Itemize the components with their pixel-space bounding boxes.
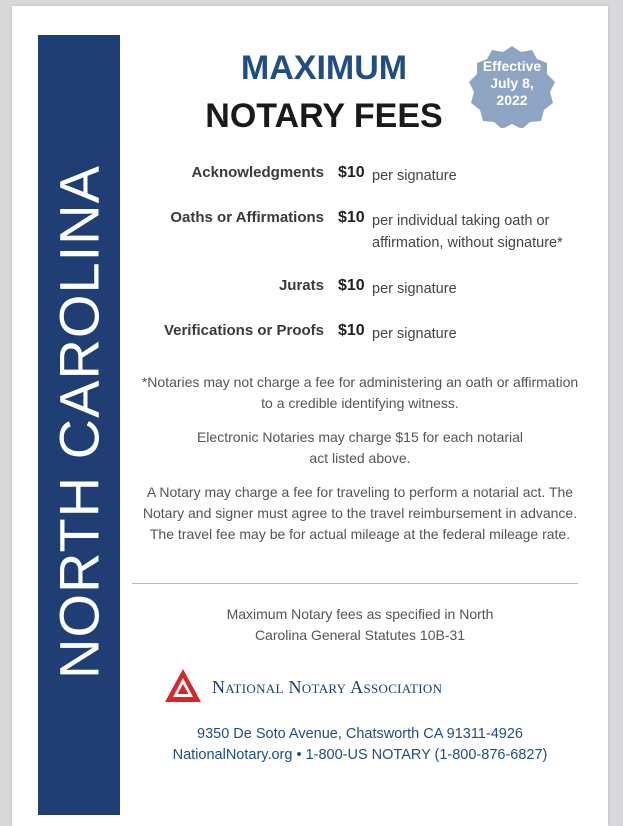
fee-label: Acknowledgments	[191, 164, 324, 181]
fee-amount: $10	[338, 322, 365, 339]
badge-line-2: July 8,	[490, 75, 534, 91]
contact-info: NationalNotary.org • 1-800-US NOTARY (1-800-876-6827)	[172, 747, 548, 763]
oath-witness-note: *Notaries may not charge a fee for administering an oath or affirmation to a credible identifying witness.	[141, 374, 579, 411]
fee-description: per signature	[372, 326, 457, 342]
badge-line-3: 2022	[496, 92, 528, 108]
effective-date-badge	[465, 44, 559, 128]
fee-amount: $10	[338, 277, 365, 294]
fee-amount: $10	[338, 164, 365, 181]
organization-name: National Notary Association	[212, 677, 443, 697]
state-name: NORTH CAROLINA	[47, 165, 111, 679]
title-line-1: MAXIMUM	[240, 49, 408, 87]
fee-description: per signature	[372, 168, 457, 184]
street-address: 9350 De Soto Avenue, Chatsworth CA 91311-4926	[197, 726, 523, 742]
electronic-notary-note: Electronic Notaries may charge $15 for each notarial act listed above.	[196, 429, 524, 466]
fee-label: Verifications or Proofs	[163, 322, 324, 339]
title-line-2: NOTARY FEES	[205, 97, 443, 135]
fee-label: Oaths or Affirmations	[170, 209, 324, 226]
nna-logo	[164, 668, 202, 704]
fee-label: Jurats	[278, 277, 324, 294]
fee-description: per individual taking oath or affirmation, without signature*	[372, 213, 563, 251]
travel-fee-note: A Notary may charge a fee for traveling to perform a notarial act. The Notary and signer must agree to the travel reimbursement in advance. The travel fee may be for actual mileage at the federal mileage rate.	[142, 484, 578, 542]
fee-description: per signature	[372, 281, 457, 297]
statute-reference: Maximum Notary fees as specified in North Carolina General Statutes 10B-31	[226, 606, 494, 643]
badge-line-1: Effective	[482, 58, 542, 74]
fee-amount: $10	[338, 209, 365, 226]
organization-address	[140, 724, 580, 766]
divider	[132, 583, 578, 584]
